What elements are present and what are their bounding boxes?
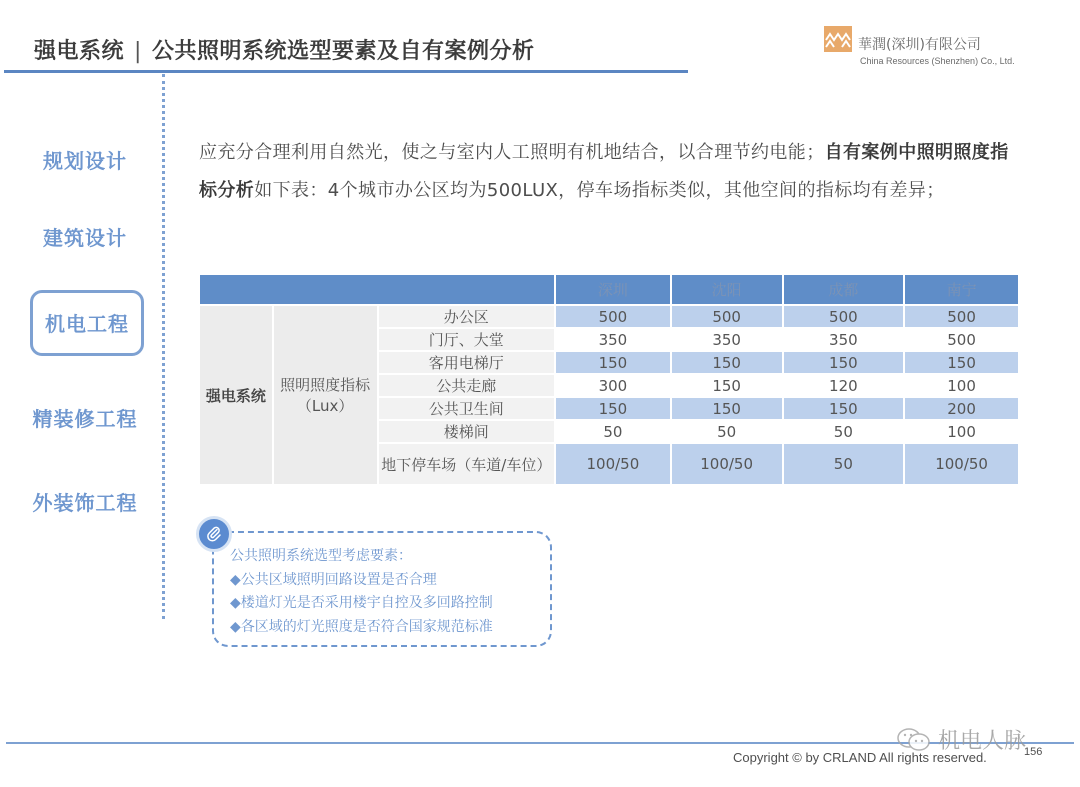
- table-row: [199, 305, 1019, 328]
- sidebar-item-interior[interactable]: 精装修工程: [32, 407, 138, 431]
- note-title: 公共照明系统选型考虑要素：: [230, 548, 412, 564]
- row-label: 楼梯间: [378, 420, 555, 443]
- header-divider: [4, 70, 688, 73]
- logo-name-en: China Resources (Shenzhen) Co., Ltd.: [860, 56, 1015, 66]
- cell: 150: [783, 397, 905, 420]
- column-header: 深圳: [555, 274, 671, 305]
- cell: 350: [671, 328, 783, 351]
- cell: 50: [783, 420, 905, 443]
- subgroup-cell: [273, 305, 378, 485]
- page-number: 156: [1024, 746, 1043, 758]
- column-header: 成都: [783, 274, 905, 305]
- subgroup-unit: （Lux）: [296, 397, 354, 415]
- cell: 150: [904, 351, 1019, 374]
- cell: 500: [783, 305, 905, 328]
- cell: 200: [904, 397, 1019, 420]
- illuminance-table: [198, 273, 1020, 486]
- intro-paragraph: [199, 134, 1019, 210]
- paperclip-icon: [196, 516, 232, 552]
- row-label: 客用电梯厅: [378, 351, 555, 374]
- intro-bold: 自有案例中照明照度指标分析: [199, 142, 1009, 201]
- table-header-row: [199, 274, 1019, 305]
- cell: 150: [671, 397, 783, 420]
- cell: 50: [555, 420, 671, 443]
- slide-title: 公共照明系统选型要素及自有案例分析: [151, 39, 535, 64]
- page-title: [34, 34, 534, 65]
- column-header: 沈阳: [671, 274, 783, 305]
- cell: 500: [904, 305, 1019, 328]
- cell: 500: [555, 305, 671, 328]
- sidebar-item-planning[interactable]: 规划设计: [43, 149, 127, 173]
- cell: 350: [555, 328, 671, 351]
- cell: 350: [783, 328, 905, 351]
- logo-mountain-icon: [824, 26, 852, 52]
- cell: 100: [904, 374, 1019, 397]
- logo-name-cn: 華潤(深圳)有限公司: [858, 37, 981, 53]
- subgroup-label: 照明照度指标: [280, 376, 371, 394]
- cell: 150: [555, 397, 671, 420]
- note-box: [212, 531, 552, 647]
- cell: 100/50: [555, 443, 671, 485]
- sidebar-item-facade[interactable]: 外装饰工程: [32, 491, 138, 515]
- header-blank: [199, 274, 555, 305]
- cell: 120: [783, 374, 905, 397]
- cell: 150: [555, 351, 671, 374]
- cell: 50: [783, 443, 905, 485]
- column-header: 南宁: [904, 274, 1019, 305]
- copyright-text: Copyright © by CRLAND All rights reserved.: [733, 750, 987, 765]
- row-label: 门厅、大堂: [378, 328, 555, 351]
- cell: 100/50: [904, 443, 1019, 485]
- intro-text-1: 应充分合理利用自然光，使之与室内人工照明有机地结合，以合理节约电能；: [199, 142, 825, 163]
- row-label: 办公区: [378, 305, 555, 328]
- row-label: 地下停车场（车道/车位）: [378, 443, 555, 485]
- sidebar-item-architecture[interactable]: 建筑设计: [43, 226, 127, 250]
- note-bullet: ◆公共区域照明回路设置是否合理: [230, 571, 437, 588]
- section-name: 强电系统: [34, 39, 125, 64]
- title-separator: |: [134, 39, 142, 64]
- note-bullet: ◆楼道灯光是否采用楼宇自控及多回路控制: [230, 595, 493, 611]
- company-logo: [824, 26, 1015, 66]
- sidebar-item-mep[interactable]: 机电工程: [30, 290, 144, 356]
- group-cell: 强电系统: [199, 305, 273, 485]
- watermark-text: 机电人脉: [938, 729, 1027, 754]
- cell: 150: [671, 351, 783, 374]
- cell: 500: [671, 305, 783, 328]
- sidebar-divider: [162, 74, 165, 619]
- cell: 100/50: [671, 443, 783, 485]
- cell: 300: [555, 374, 671, 397]
- note-bullet: ◆各区域的灯光照度是否符合国家规范标准: [230, 618, 493, 635]
- row-label: 公共卫生间: [378, 397, 555, 420]
- intro-text-2: 如下表：4个城市办公区均为500LUX，停车场指标类似，其他空间的指标均有差异；: [254, 180, 945, 201]
- cell: 50: [671, 420, 783, 443]
- wechat-icon: [896, 727, 932, 753]
- row-label: 公共走廊: [378, 374, 555, 397]
- cell: 500: [904, 328, 1019, 351]
- cell: 150: [783, 351, 905, 374]
- cell: 100: [904, 420, 1019, 443]
- cell: 150: [671, 374, 783, 397]
